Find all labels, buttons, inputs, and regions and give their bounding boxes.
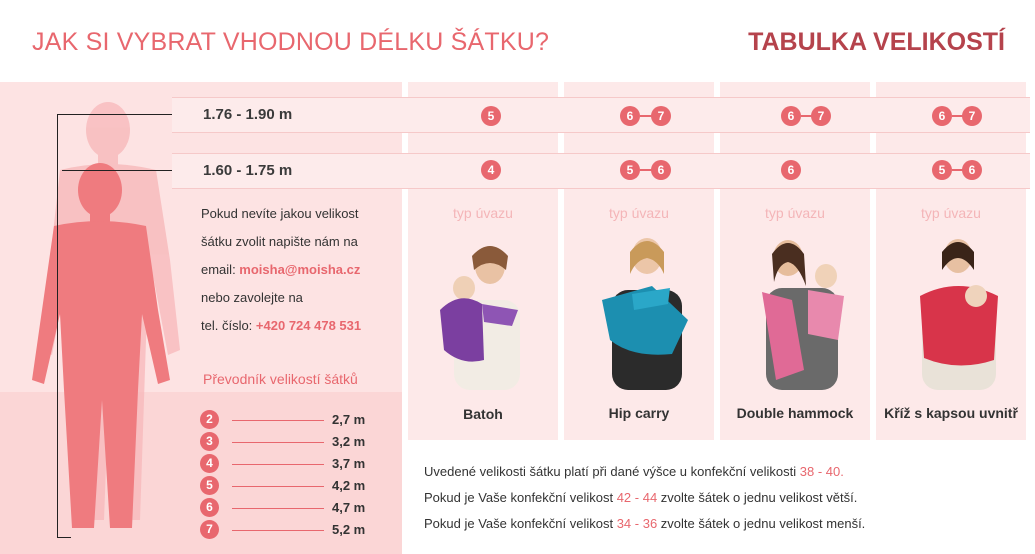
size-badge: 5	[481, 106, 501, 126]
size-badge: 5	[620, 160, 640, 180]
converter-row	[200, 432, 380, 454]
email-link[interactable]: moisha@moisha.cz	[239, 262, 361, 277]
size-badge: 7	[811, 106, 831, 126]
height-row-1	[172, 97, 1030, 133]
converter-row	[200, 520, 380, 542]
size-badge: 6	[781, 106, 801, 126]
size-badge: 3	[200, 432, 219, 451]
info-line: šátku zvolit napište nám na	[201, 234, 358, 249]
kriz-s-kapsou-photo	[904, 230, 1014, 390]
note-text: Pokud je Vaše konfekční velikost	[424, 490, 617, 505]
note-text: zvolte šátek o jednu velikost větší.	[657, 490, 858, 505]
hip-carry-photo	[592, 230, 702, 390]
converter-row	[200, 410, 380, 432]
floor-mark	[57, 537, 71, 538]
size-badge: 6	[620, 106, 640, 126]
batoh-photo	[432, 230, 542, 390]
page-title: JAK SI VYBRAT VHODNOU DÉLKU ŠÁTKU?	[32, 28, 550, 56]
carry-name: Kříž s kapsou uvnitř	[884, 405, 1018, 421]
size-badge: 7	[962, 106, 982, 126]
note-text: Uvedené velikosti šátku platí při dané výšce u konfekční velikosti	[424, 464, 800, 479]
note-text: Pokud je Vaše konfekční velikost	[424, 516, 617, 531]
leader-line	[232, 420, 324, 421]
size-badge: 5	[200, 476, 219, 495]
height-label: 1.76 - 1.90 m	[203, 106, 293, 123]
carry-type-label: typ úvazu	[921, 205, 981, 221]
size-notes	[424, 459, 1024, 537]
converter-title: Převodník velikostí šátků	[203, 371, 358, 387]
info-line: nebo zavolejte na	[201, 290, 303, 305]
info-prefix: tel. číslo:	[201, 318, 256, 333]
size-badge: 7	[651, 106, 671, 126]
leader-line	[232, 464, 324, 465]
note-highlight: 34 - 36	[616, 516, 658, 531]
height-row-2	[172, 153, 1030, 189]
size-badge: 6	[651, 160, 671, 180]
size-badge: 5	[932, 160, 952, 180]
leader-line	[232, 530, 324, 531]
height-mark-short	[62, 170, 172, 171]
converter-list	[200, 410, 380, 542]
length-value: 4,7 m	[332, 500, 366, 515]
note-text: zvolte šátek o jednu velikost menší.	[657, 516, 866, 531]
length-value: 4,2 m	[332, 478, 366, 493]
leader-line	[232, 508, 324, 509]
carry-type-label: typ úvazu	[765, 205, 825, 221]
length-value: 3,2 m	[332, 434, 366, 449]
info-line	[201, 256, 401, 284]
length-value: 2,7 m	[332, 412, 366, 427]
info-line	[201, 312, 401, 340]
leader-line	[232, 486, 324, 487]
note-highlight: 38 - 40.	[799, 464, 844, 479]
size-badge: 6	[200, 498, 219, 517]
carry-type-label: typ úvazu	[609, 205, 669, 221]
note-line	[424, 485, 1024, 511]
height-label: 1.60 - 1.75 m	[203, 162, 293, 179]
converter-row	[200, 476, 380, 498]
converter-row	[200, 454, 380, 476]
double-hammock-photo	[748, 230, 858, 390]
length-value: 3,7 m	[332, 456, 366, 471]
carry-name: Batoh	[463, 406, 503, 422]
carry-name: Hip carry	[608, 405, 670, 421]
note-line	[424, 511, 1024, 537]
converter-row	[200, 498, 380, 520]
info-line: Pokud nevíte jakou velikost	[201, 206, 359, 221]
carry-name: Double hammock	[736, 405, 854, 421]
note-highlight: 42 - 44	[616, 490, 658, 505]
phone-link[interactable]: +420 724 478 531	[255, 318, 362, 333]
size-badge: 6	[781, 160, 801, 180]
info-prefix: email:	[201, 262, 240, 277]
size-badge: 6	[962, 160, 982, 180]
leader-line	[232, 442, 324, 443]
length-value: 5,2 m	[332, 522, 366, 537]
size-badge: 4	[481, 160, 501, 180]
height-mark-tall	[57, 114, 172, 115]
contact-info	[201, 200, 401, 340]
carry-type-label: typ úvazu	[453, 205, 513, 221]
size-badge: 6	[932, 106, 952, 126]
size-badge: 4	[200, 454, 219, 473]
size-badge: 2	[200, 410, 219, 429]
height-measure-line	[57, 114, 58, 538]
size-table-title: TABULKA VELIKOSTÍ	[748, 28, 1005, 56]
size-badge: 7	[200, 520, 219, 539]
note-line	[424, 459, 1024, 485]
